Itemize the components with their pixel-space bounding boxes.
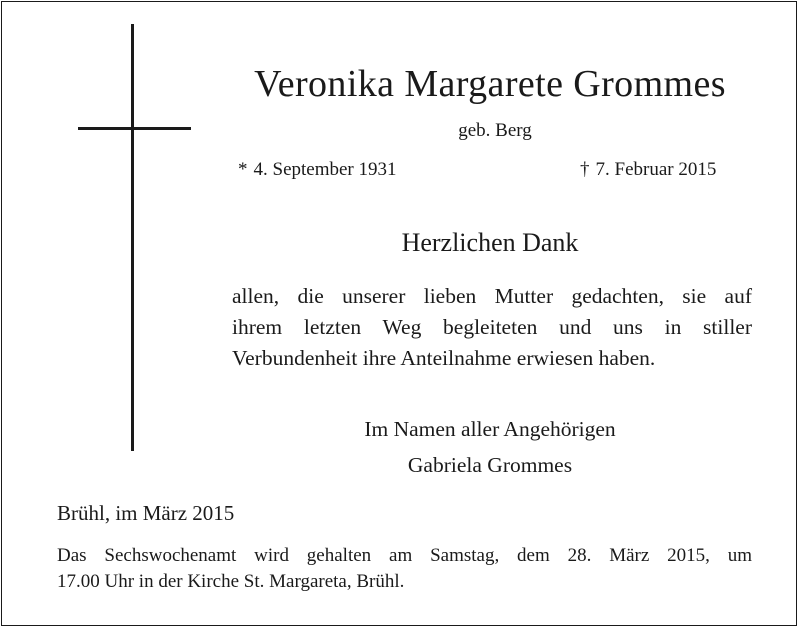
maiden-name: geb. Berg xyxy=(458,120,532,141)
birth-date-line xyxy=(238,158,397,182)
deceased-name: Veronika Margarete Grommes xyxy=(254,63,726,105)
thanks-line: ihrem letzten Weg begleiteten und uns in stiller xyxy=(232,315,752,339)
birth-date: 4. September 1931 xyxy=(253,159,397,180)
cross-vertical-bar xyxy=(131,24,134,451)
notice-line: 17.00 Uhr in der Kirche St. Margareta, Brühl. xyxy=(57,571,405,592)
thanks-heading: Herzlichen Dank xyxy=(401,228,579,257)
place-date: Brühl, im März 2015 xyxy=(57,501,235,525)
signature-name: Gabriela Grommes xyxy=(407,453,573,477)
thanks-paragraph xyxy=(232,281,752,374)
birth-star-icon: * xyxy=(238,159,248,180)
cross-horizontal-bar xyxy=(78,127,191,130)
notice-line: Das Sechswochenamt wird gehalten am Samstag, dem 28. März 2015, um xyxy=(57,545,752,566)
signature-intro: Im Namen aller Angehörigen xyxy=(364,417,616,441)
death-date: 7. Februar 2015 xyxy=(595,159,717,180)
thanks-line: Verbundenheit ihre Anteilnahme erwiesen haben. xyxy=(232,346,656,370)
death-date-line xyxy=(580,158,716,182)
thanks-line: allen, die unserer lieben Mutter gedachten, sie auf xyxy=(232,284,752,308)
death-dagger-icon: † xyxy=(580,159,590,180)
mass-notice xyxy=(57,543,752,595)
